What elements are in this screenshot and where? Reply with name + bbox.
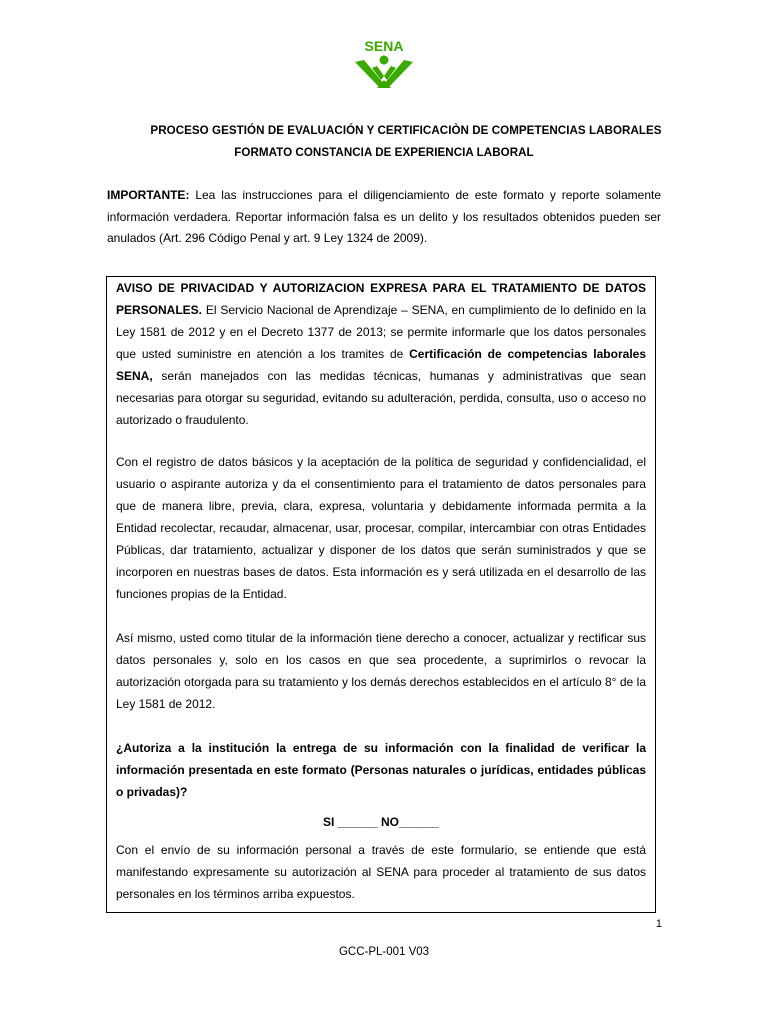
- privacy-text-b: serán manejados con las medidas técnicas, humanas y administrativas que sean necesarias para otorgar su seguridad, evitando su adulteración, perdida, consulta, uso o acceso no autorizado o fraudulento.: [116, 369, 646, 427]
- sena-logo-graphic: [350, 38, 418, 90]
- submission-paragraph: Con el envío de su información personal a través de este formulario, se entiende que está manifestando expresamente su autorización al SENA para proceder al tratamiento de sus datos personales en los términos arriba expuestos.: [116, 843, 646, 901]
- important-notice: [107, 185, 661, 250]
- privacy-text-a: El Servicio Nacional de Aprendizaje – SENA, en cumplimiento de lo definido en la Ley 1581 de 2012 y en el Decreto 1377 de 2013; se permite informarle que los datos personales que usted suministre en atención a los tramites de: [116, 303, 646, 361]
- process-title: PROCESO GESTIÓN DE EVALUACIÓN Y CERTIFICACIÒN DE COMPETENCIAS LABORALES: [150, 124, 662, 137]
- important-text: Lea las instrucciones para el diligenciamiento de este formato y reporte solamente información verdadera. Reportar información falsa es un delito y los resultados obtenidos pueden ser anulados (Art. 296 Código Penal y art. 9 Ley 1324 de 2009).: [107, 188, 661, 245]
- privacy-paragraph-1: [116, 277, 646, 431]
- privacy-notice-box: [106, 276, 656, 913]
- sena-logo-text: SENA: [364, 38, 404, 54]
- page-number: 1: [655, 918, 662, 930]
- consent-paragraph: Con el registro de datos básicos y la aceptación de la política de seguridad y confidencialidad, el usuario o aspirante autoriza y da el consentimiento para el tratamiento de datos personales para que de manera libre, previa, clara, expresa, voluntaria y debidamente informada permita a la Entidad recolectar, recaudar, almacenar, usar, procesar, compilar, intercambiar con otras Entidades Públicas, dar tratamiento, actualizar y disponer de los datos que serán suministrados y que se incorporen en nuestras bases de datos. Esta información es y será utilizada en el desarrollo de las funciones propias de la Entidad.: [116, 455, 646, 601]
- privacy-heading: AVISO DE PRIVACIDAD Y AUTORIZACION EXPRESA PARA EL TRATAMIENTO DE DATOS PERSONALES.: [116, 281, 646, 317]
- authorization-question: ¿Autoriza a la institución la entrega de su información con la finalidad de verificar la información presentada en este formato (Personas naturales o jurídicas, entidades públicas o privadas)?: [116, 741, 646, 799]
- si-no-answer-field[interactable]: SI ______ NO______: [322, 815, 440, 829]
- sena-logo: [350, 38, 418, 90]
- important-label: IMPORTANTE:: [107, 188, 190, 202]
- form-title: FORMATO CONSTANCIA DE EXPERIENCIA LABORAL: [234, 146, 534, 159]
- privacy-text-bold: Certificación de competencias laborales SENA,: [116, 347, 646, 383]
- rights-paragraph: Así mismo, usted como titular de la información tiene derecho a conocer, actualizar y rectificar sus datos personales y, solo en los casos en que sea procedente, a suprimirlos o revocar la autorización otorgada para su tratamiento y los demás derechos establecidos en el artículo 8° de la Ley 1581 de 2012.: [116, 631, 646, 711]
- document-code: GCC-PL-001 V03: [338, 946, 430, 958]
